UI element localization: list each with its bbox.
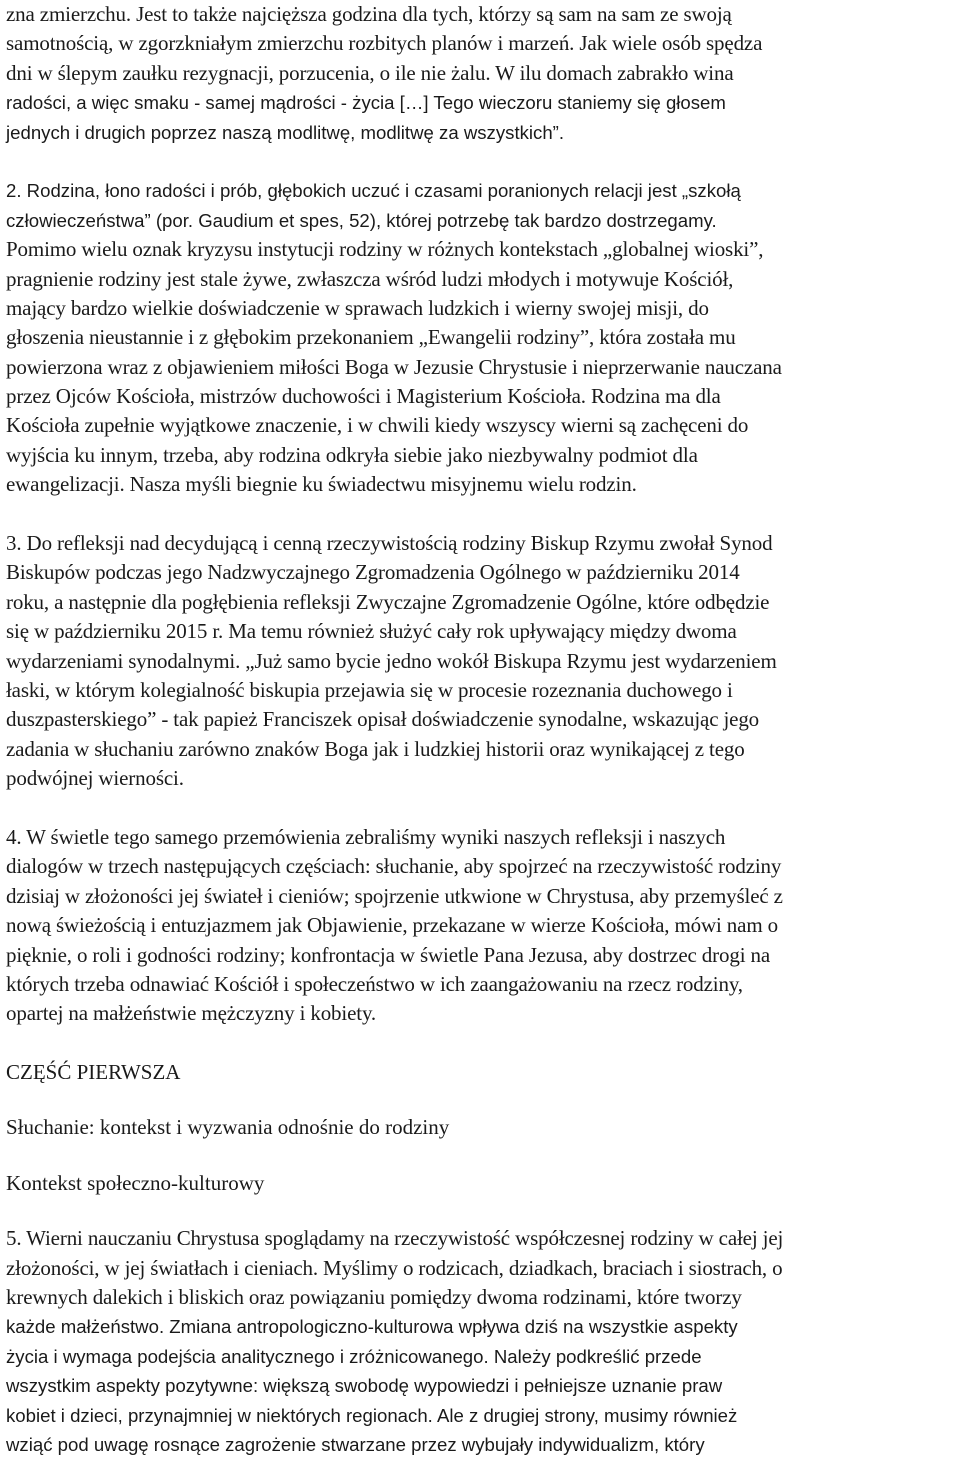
heading-gap: [6, 1143, 956, 1169]
text-line: głoszenia nieustannie i z głębokim przekonaniem „Ewangelii rodziny”, która została mu: [6, 325, 736, 350]
text-line: samotnością, w zgorzkniałym zmierzchu rozbitych planów i marzeń. Jak wiele osób spędza: [6, 31, 763, 56]
text-line: radości, a więc smaku - samej mądrości - życia […] Tego wieczoru staniemy się głosem: [6, 92, 726, 114]
text-line: krewnych dalekich i bliskich oraz powiązaniu pomiędzy dwoma rodzinami, które tworzy: [6, 1285, 742, 1310]
text-line: 3. Do refleksji nad decydującą i cenną rzeczywistością rodziny Biskup Rzymu zwołał Synod: [6, 531, 773, 556]
text-line: wyjścia ku innym, trzeba, aby rodzina odkryła siebie jako niezbywalny podmiot dla: [6, 442, 698, 467]
text-line: życia i wymaga podejścia analitycznego i zróżnicowanego. Należy podkreślić przede: [6, 1345, 702, 1367]
text-line: jednych i drugich poprzez naszą modlitwę, modlitwę za wszystkich”.: [6, 121, 565, 143]
text-line: złożoności, w jej światłach i cieniach. Myślimy o rodzicach, dziadkach, braciach i siostrach, o: [6, 1255, 783, 1280]
heading-listening: Słuchanie: kontekst i wyzwania odnośnie do rodziny: [6, 1115, 450, 1140]
text-line: zadania w słuchaniu zarówno znaków Boga jak i ludzkiej historii oraz wynikającej z tego: [6, 736, 745, 761]
paragraph-gap: [6, 1029, 956, 1058]
paragraph-3: [6, 529, 956, 794]
text-line: mający bardzo wielkie doświadczenie w sprawach ludzkich i wierny swojej misji, do: [6, 295, 709, 320]
text-line: Biskupów podczas jego Nadzwyczajnego Zgromadzenia Ogólnego w październiku 2014: [6, 560, 740, 585]
text-line: dzisiaj w złożoności jej świateł i cieniów; spojrzenie utkwione w Chrystusa, aby przemyśleć z: [6, 883, 783, 908]
text-line: wziąć pod uwagę rosnące zagrożenie stwarzane przez wybujały indywidualizm, który: [6, 1434, 705, 1456]
text-line: dialogów w trzech następujących częściach: słuchanie, aby spojrzeć na rzeczywistość rodziny: [6, 854, 782, 879]
text-line: wszystkim aspekty pozytywne: większą swobodę wypowiedzi i pełniejsze uznanie praw: [6, 1375, 723, 1397]
text-line: których trzeba odnawiać Kościół i społeczeństwo w ich zaangażowaniu na rzecz rodziny,: [6, 971, 743, 996]
text-line: pragnienie rodziny jest stale żywe, zwłaszcza wśród ludzi młodych i motywuje Kościół,: [6, 266, 734, 291]
text-line: się w październiku 2015 r. Ma temu również służyć cały rok upływający między dwoma: [6, 619, 737, 644]
text-line: przez Ojców Kościoła, mistrzów duchowości i Magisterium Kościoła. Rodzina ma dla: [6, 384, 721, 409]
heading-gap: [6, 1198, 956, 1224]
text-line: nową świeżością i entuzjazmem jak Objawienie, przekazane w wierze Kościoła, mówi nam o: [6, 913, 778, 938]
paragraph-5: [6, 1224, 956, 1459]
text-line: ewangelizacji. Nasza myśli biegnie ku świadectwu misyjnemu wielu rodzin.: [6, 472, 637, 497]
text-line: opartej na małżeństwie mężczyzny i kobiety.: [6, 1001, 377, 1026]
text-line: podwójnej wierności.: [6, 766, 184, 791]
text-line: wydarzeniami synodalnymi. „Już samo bycie jedno wokół Biskupa Rzymu jest wydarzeniem: [6, 648, 777, 673]
heading-part-one: CZĘŚĆ PIERWSZA: [6, 1060, 181, 1085]
text-line: Kościoła zupełnie wyjątkowe znaczenie, i w chwili kiedy wszyscy wierni są zachęceni do: [6, 413, 749, 438]
paragraph-intro-end: [6, 0, 956, 147]
paragraph-4: [6, 823, 956, 1029]
paragraph-gap: [6, 500, 956, 529]
text-line: 2. Rodzina, łono radości i prób, głębokich uczuć i czasami poranionych relacji jest „szkołą: [6, 180, 741, 202]
text-line: człowieczeństwa” (por. Gaudium et spes, 52), której potrzebę tak bardzo dostrzegamy.: [6, 209, 717, 231]
heading-sociocultural-context: Kontekst społeczno-kulturowy: [6, 1170, 265, 1195]
text-line: roku, a następnie dla pogłębienia refleksji Zwyczajne Zgromadzenie Ogólne, które odbędzie: [6, 589, 770, 614]
paragraph-gap: [6, 147, 956, 176]
paragraph-2: [6, 176, 956, 499]
heading-gap: [6, 1087, 956, 1113]
text-line: każde małżeństwo. Zmiana antropologiczno-kulturowa wpływa dziś na wszystkie aspekty: [6, 1316, 738, 1338]
text-line: duszpasterskiego” - tak papież Franciszek opisał doświadczenie synodalne, wskazując jego: [6, 707, 760, 732]
text-line: łaski, w którym kolegialność biskupia przejawia się w procesie rozeznania duchowego i: [6, 677, 733, 702]
paragraph-gap: [6, 794, 956, 823]
text-line: kobiet i dzieci, przynajmniej w niektórych regionach. Ale z drugiej strony, musimy również: [6, 1404, 738, 1426]
document-page: [6, 0, 956, 1459]
text-line: zna zmierzchu. Jest to także najcięższa godzina dla tych, którzy są sam na sam ze swoją: [6, 2, 732, 26]
text-line: pięknie, o roli i godności rodziny; konfrontacja w świetle Pana Jezusa, aby dostrzec drogi na: [6, 942, 770, 967]
text-line: 4. W świetle tego samego przemówienia zebraliśmy wyniki naszych refleksji i naszych: [6, 824, 726, 849]
text-line: dni w ślepym zaułku rezygnacji, porzucenia, o ile nie żalu. W ilu domach zabrakło wina: [6, 60, 734, 85]
text-line: 5. Wierni nauczaniu Chrystusa spoglądamy na rzeczywistość współczesnej rodziny w całej jej: [6, 1226, 784, 1251]
text-line: powierzona wraz z objawieniem miłości Boga w Jezusie Chrystusie i nieprzerwanie nauczana: [6, 354, 782, 379]
text-line: Pomimo wielu oznak kryzysu instytucji rodziny w różnych kontekstach „globalnej wioski”,: [6, 237, 764, 262]
